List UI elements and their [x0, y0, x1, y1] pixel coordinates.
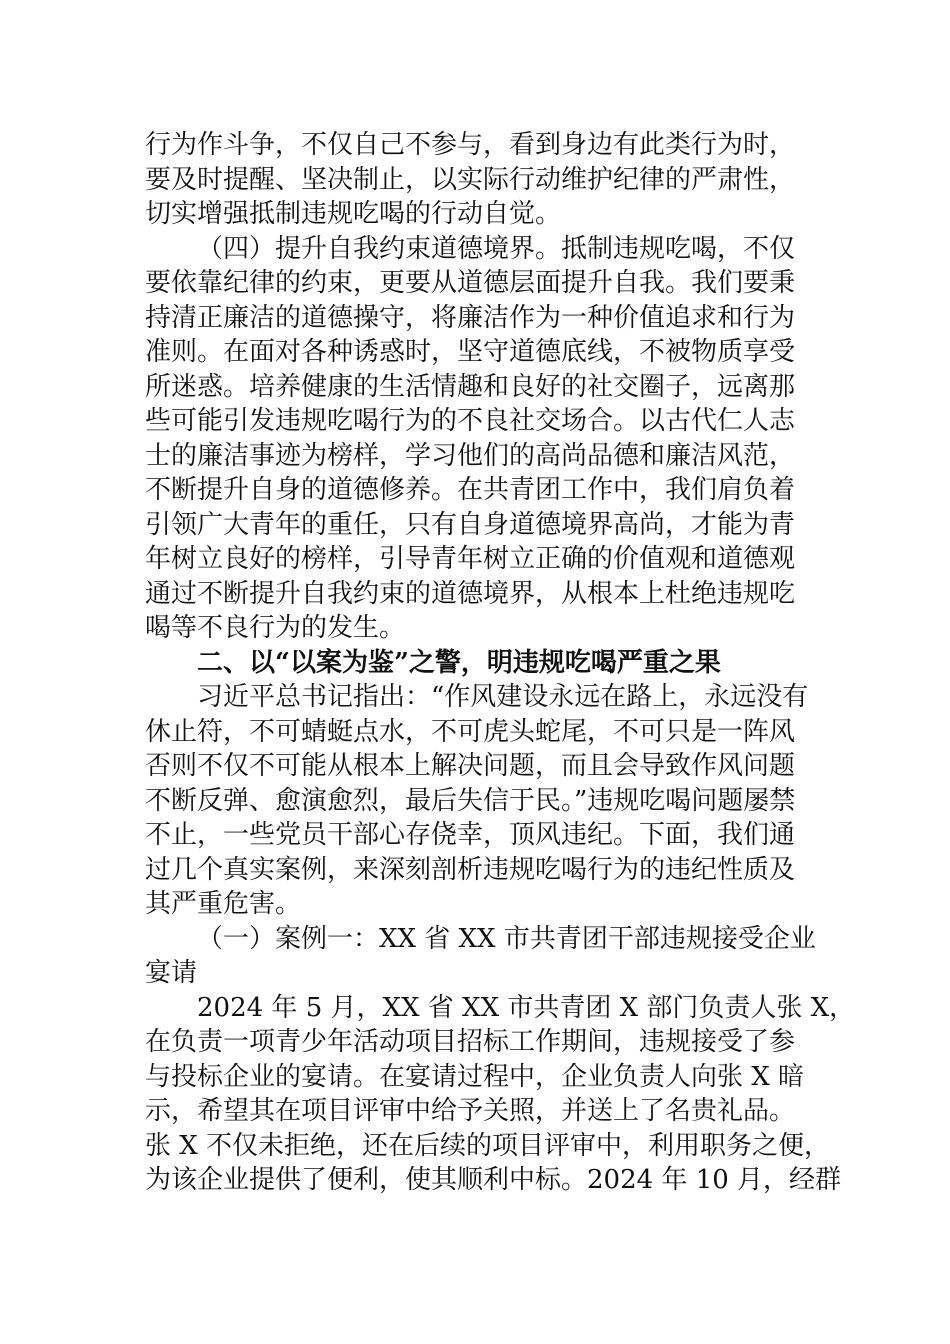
text-line: 要依靠纪律的约束，更要从道德层面提升自我。我们要秉 [145, 268, 796, 298]
text-line: 些可能引发违规吃喝行为的不良社交场合。以古代仁人志 [145, 406, 796, 436]
text-line: 与投标企业的宴请。在宴请过程中，企业负责人向张 X 暗 [145, 1061, 805, 1092]
text-line: 不断提升自身的道德修养。在共青团工作中，我们肩负着 [145, 475, 796, 505]
text-line: 不断反弹、愈演愈烈，最后失信于民。”违规吃喝问题屡禁 [145, 785, 796, 816]
text-line: 习近平总书记指出：“作风建设永远在路上，永远没有 [197, 682, 809, 712]
text-line: 所迷惑。培养健康的生活情趣和良好的社交圈子，远离那 [145, 371, 796, 402]
text-line: 要及时提醒、坚决制止，以实际行动维护纪律的严肃性， [145, 164, 796, 195]
text-line: 张 X 不仅未拒绝，还在后续的项目评审中，利用职务之便， [145, 1130, 831, 1161]
document-body [145, 128, 856, 1198]
case-heading-line: （一）案例一：XX 省 XX 市共青团干部违规接受企业 [197, 923, 816, 954]
text-line: 通过不断提升自我约束的道德境界，从根本上杜绝违规吃 [145, 578, 796, 609]
section-title: 二、以“以案为鉴”之警，明违规吃喝严重之果 [197, 647, 721, 678]
text-line: 2024 年 5 月，XX 省 XX 市共青团 X 部门负责人张 X， [197, 992, 856, 1023]
section-heading-line: （四）提升自我约束道德境界。抵制违规吃喝，不仅 [197, 233, 796, 264]
text-line: 在负责一项青少年活动项目招标工作期间，违规接受了参 [145, 1027, 796, 1057]
text-line: 准则。在面对各种诱惑时，坚守道德底线，不被物质享受 [145, 337, 796, 367]
text-line: 年树立良好的榜样，引导青年树立正确的价值观和道德观 [145, 544, 796, 574]
text-line: 过几个真实案例，来深刻剖析违规吃喝行为的违纪性质及 [145, 854, 796, 885]
text-line: 其严重危害。 [145, 889, 302, 919]
case-heading-line: 宴请 [145, 958, 198, 988]
text-line: 喝等不良行为的发生。 [145, 613, 406, 643]
text-line: 持清正廉洁的道德操守，将廉洁作为一种价值追求和行为 [145, 302, 796, 333]
text-line: 休止符，不可蜻蜓点水，不可虎头蛇尾，不可只是一阵风 [145, 716, 796, 747]
text-line: 示，希望其在项目评审中给予关照，并送上了名贵礼品。 [145, 1096, 796, 1126]
text-line: 否则不仅不可能从根本上解决问题，而且会导致作风问题 [145, 751, 796, 781]
text-line: 引领广大青年的重任，只有自身道德境界高尚，才能为青 [145, 509, 796, 540]
text-line: 切实增强抵制违规吃喝的行动自觉。 [145, 199, 562, 229]
text-line: 为该企业提供了便利，使其顺利中标。2024 年 10 月，经群 [145, 1165, 842, 1195]
text-line: 行为作斗争，不仅自己不参与，看到身边有此类行为时， [145, 130, 796, 160]
text-line: 士的廉洁事迹为榜样，学习他们的高尚品德和廉洁风范， [145, 440, 796, 471]
text-line: 不止，一些党员干部心存侥幸，顶风违纪。下面，我们通 [145, 820, 796, 850]
